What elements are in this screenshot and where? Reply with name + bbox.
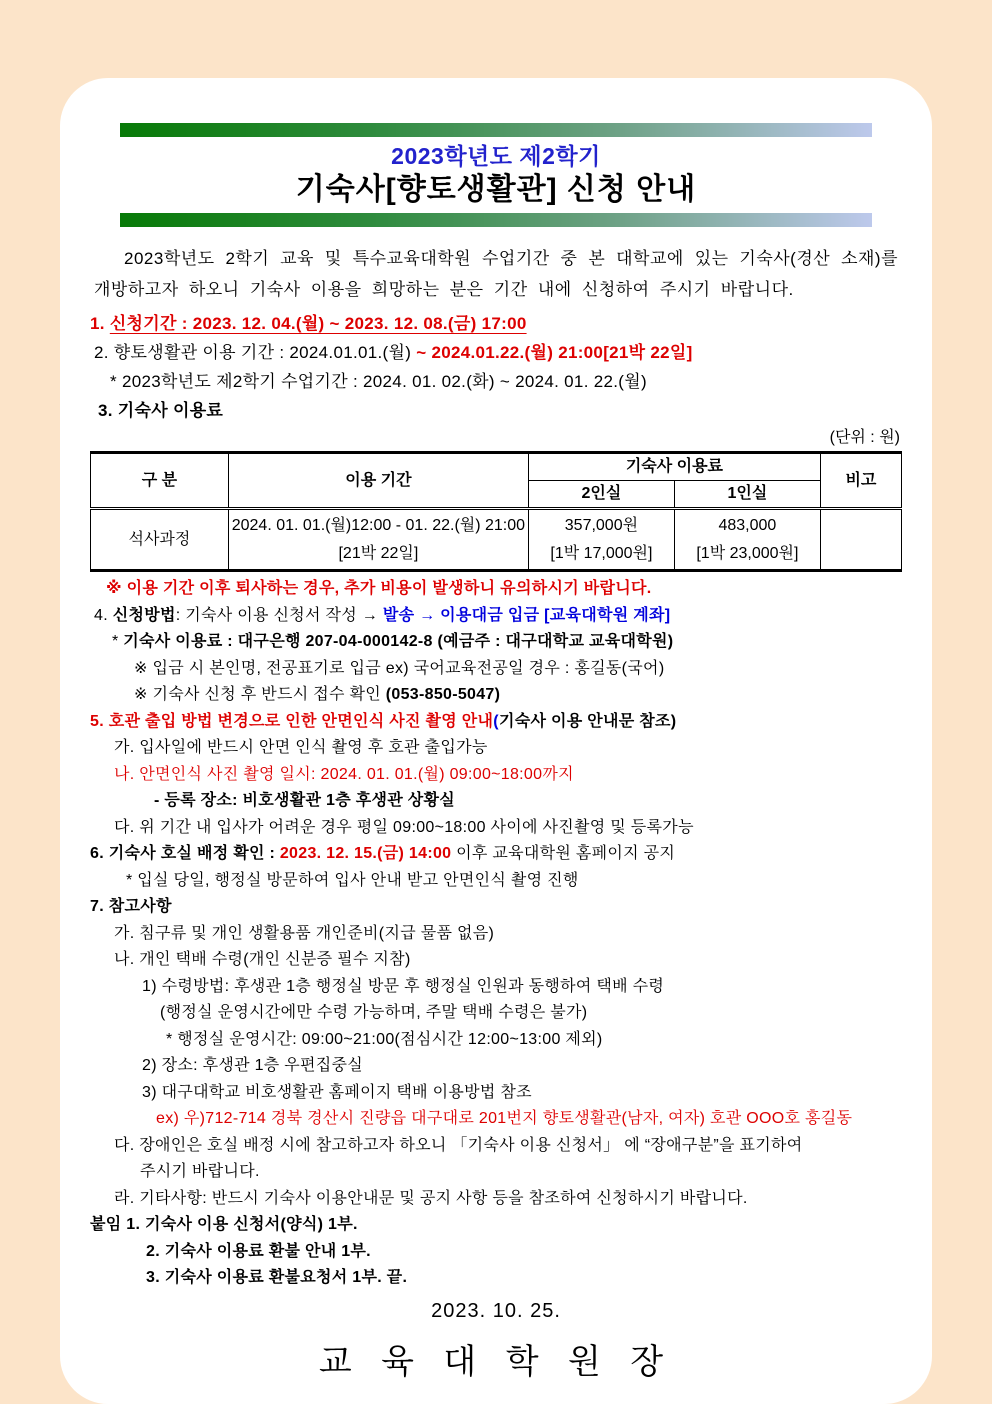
item-2-use-period	[90, 338, 902, 367]
parcel-place	[90, 1053, 902, 1080]
text-segment: 가. 침구류 및 개인 생활용품 개인준비(지급 물품 없음)	[114, 924, 495, 942]
cell-division: 석사과정	[91, 509, 229, 571]
text-segment: : 기숙사 이용 신청서 작성 →	[175, 606, 383, 624]
attachment-3	[90, 1265, 902, 1292]
col-header-single-room: 1인실	[674, 481, 820, 509]
text-segment: ~ 2024.01.22.(월) 21:00[21박 22일]	[416, 343, 693, 362]
cell-fee-double	[528, 509, 674, 571]
text-segment: 라. 기타사항: 반드시 기숙사 이용안내문 및 공지 사항 등을 참조하여 신청하시기 바랍니다.	[114, 1189, 748, 1207]
text-segment: ex) 우)712-714 경북 경산시 진량읍 대구대로 201번지 향토생활관(남자, 여자) 호관 OOO호 홍길동	[156, 1110, 853, 1127]
col-header-double-room: 2인실	[528, 481, 674, 509]
parcel-method	[90, 974, 902, 1001]
parcel-homepage	[90, 1080, 902, 1107]
text-segment: 3) 대구대학교 비호생활관 홈페이지 택배 이용방법 참조	[142, 1083, 532, 1101]
text-segment: * 2023학년도 제2학기 수업기간 : 2024. 01. 02.(화) ~ 2024. 01. 22.(월)	[110, 372, 647, 391]
office-hours	[90, 1027, 902, 1054]
item-5-register-place	[90, 788, 902, 815]
text-segment: 6. 기숙사 호실 배정 확인 :	[90, 845, 280, 862]
numbered-items-bottom	[90, 576, 902, 1292]
text-segment: 나. 안면인식 사진 촬영 일시: 2024. 01. 01.(월) 09:00~18:00까지	[114, 765, 574, 783]
text-segment: 2. 향토생활관 이용 기간 : 2024.01.01.(월)	[94, 343, 417, 362]
text-segment: *	[112, 633, 124, 650]
intro-paragraph: 2023학년도 2학기 교육 및 특수교육대학원 수업기간 중 본 대학교에 있는 기숙사(경산 소재)를 개방하고자 하오니 기숙사 이용을 희망하는 분은 기간 내에 신청하여 주시기 바랍니다.	[94, 249, 898, 299]
item-7-na	[90, 947, 902, 974]
cell-period-line1: 2024. 01. 01.(월)12:00 - 01. 22.(월) 21:00	[231, 516, 526, 534]
text-segment: 1.	[90, 314, 110, 333]
item-7-ga	[90, 921, 902, 948]
document-date: 2023. 10. 25.	[431, 1299, 561, 1322]
text-segment: (	[493, 712, 499, 730]
item-7-da-line2	[90, 1159, 902, 1186]
item-1-application-period	[90, 309, 902, 338]
numbered-items-top	[90, 309, 902, 425]
text-segment: 1) 수령방법: 후생관 1층 행정실 방문 후 행정실 인원과 동행하여 택배 수령	[142, 977, 665, 995]
text-segment: 이후 교육대학원 홈페이지 공지	[451, 845, 676, 862]
text-segment: 3. 기숙사 이용료	[98, 401, 224, 420]
document-subtitle: 2023학년도 제2학기	[391, 143, 601, 169]
text-segment: 기숙사 이용료 : 대구은행 207-04-000142-8 (예금주 : 대구대학교 교육대학원)	[123, 633, 674, 650]
attachment-1	[90, 1212, 902, 1239]
cell-fee-single-line1: 483,000	[718, 516, 777, 534]
item-3-fee-heading	[90, 396, 902, 425]
document-card	[60, 78, 932, 1404]
parcel-address-example	[90, 1106, 902, 1133]
header-bottom-bar	[120, 213, 872, 227]
item-5-na	[90, 762, 902, 789]
text-segment: 기숙사 이용 안내문 참조)	[498, 712, 677, 730]
text-segment: 가. 입사일에 반드시 안면 인식 촬영 후 호관 출입가능	[114, 739, 488, 756]
cell-fee-single	[674, 509, 820, 571]
text-segment: 주시기 바랍니다.	[140, 1163, 260, 1180]
table-unit-note: (단위 : 원)	[829, 429, 900, 446]
text-segment: ※ 이용 기간 이후 퇴사하는 경우, 추가 비용이 발생하니 유의하시기 바랍니다.	[106, 580, 652, 597]
fee-table	[90, 451, 902, 572]
text-segment: (053-850-5047)	[385, 686, 501, 703]
deposit-note	[90, 656, 902, 683]
text-segment: 발송 → 이용대금 입금 [교육대학원 계좌]	[382, 606, 671, 624]
attachment-2	[90, 1239, 902, 1266]
text-segment: 나. 개인 택배 수령(개인 신분증 필수 지참)	[114, 951, 411, 968]
item-5-ga	[90, 735, 902, 762]
text-segment: 3. 기숙사 이용료 환불요청서 1부. 끝.	[146, 1269, 408, 1286]
parcel-method-note	[90, 1000, 902, 1027]
table-row	[91, 509, 902, 571]
item-5-da	[90, 815, 902, 842]
text-segment: (행정실 운영시간에만 수령 가능하며, 주말 택배 수령은 불가)	[160, 1004, 588, 1021]
confirm-note	[90, 682, 902, 709]
cell-period	[228, 509, 528, 571]
col-header-note: 비고	[820, 453, 901, 509]
item-7-ra	[90, 1186, 902, 1213]
text-segment: ※ 입금 시 본인명, 전공표기로 입금 ex) 국어교육전공일 경우 : 홍길동(국어)	[134, 659, 665, 677]
col-header-period: 이용 기간	[228, 453, 528, 509]
item-4-how-to-apply	[90, 603, 902, 630]
item-7-da-line1	[90, 1133, 902, 1160]
text-segment: 5. 호관 출입 방법 변경으로 인한 안면인식 사진 촬영 안내	[90, 712, 494, 730]
cell-fee-double-line2: [1박 17,000원]	[550, 544, 653, 562]
bank-account	[90, 629, 902, 656]
text-segment: 4.	[94, 606, 113, 624]
text-segment: 2) 장소: 후생관 1층 우편집중실	[142, 1057, 364, 1074]
signature-title: 교 육 대 학 원 장	[318, 1342, 674, 1381]
text-segment: 7. 참고사항	[90, 898, 172, 915]
cell-period-line2: [21박 22일]	[338, 544, 419, 562]
text-segment: 다. 위 기간 내 입사가 어려운 경우 평일 09:00~18:00 사이에 사진촬영 및 등록가능	[114, 818, 694, 836]
col-header-fee-group: 기숙사 이용료	[528, 453, 820, 481]
cell-fee-single-line2: [1박 23,000원]	[696, 544, 799, 562]
col-header-division: 구 분	[91, 453, 229, 509]
item-6-room-assignment	[90, 841, 902, 868]
text-segment: 2023. 12. 15.(금) 14:00	[279, 845, 452, 862]
text-segment: - 등록 장소: 비호생활관 1층 후생관 상황실	[154, 792, 456, 809]
text-segment: 2. 기숙사 이용료 환불 안내 1부.	[146, 1242, 371, 1260]
document-title: 기숙사[향토생활관] 신청 안내	[295, 173, 697, 206]
item-5-face-recognition	[90, 709, 902, 736]
item-6-note	[90, 868, 902, 895]
cell-note	[820, 509, 901, 571]
text-segment: * 행정실 운영시간: 09:00~21:00(점심시간 12:00~13:00 제외)	[166, 1030, 603, 1048]
item-7-reference	[90, 894, 902, 921]
text-segment: 다. 장애인은 호실 배정 시에 참고하고자 하오니 「기숙사 이용 신청서」 에 “장애구분”을 표기하여	[114, 1136, 803, 1154]
text-segment: 신청기간 : 2023. 12. 04.(월) ~ 2023. 12. 08.(금) 17:00	[109, 314, 527, 333]
warning-extra-fee	[90, 576, 902, 603]
text-segment: ※ 기숙사 신청 후 반드시 접수 확인	[134, 686, 386, 703]
cell-fee-double-line1: 357,000원	[564, 516, 639, 534]
text-segment: 붙임 1. 기숙사 이용 신청서(양식) 1부.	[90, 1216, 358, 1233]
item-2-note-semester	[90, 367, 902, 396]
text-segment: 신청방법	[112, 606, 176, 624]
header-top-bar	[120, 123, 872, 137]
text-segment: * 입실 당일, 행정실 방문하여 입사 안내 받고 안면인식 촬영 진행	[126, 871, 579, 889]
